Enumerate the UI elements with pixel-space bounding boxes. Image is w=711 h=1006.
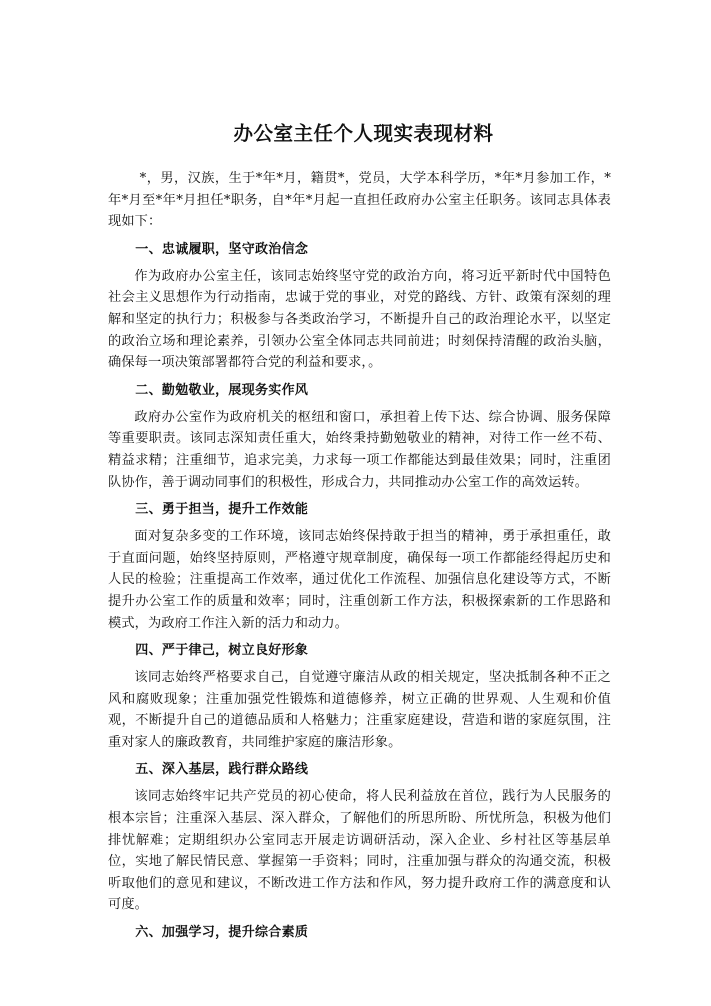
section-heading: 六、加强学习，提升综合素质: [135, 925, 309, 941]
section-paragraph: 政府办公室作为政府机关的枢纽和窗口，承担着上传下达、综合协调、服务保障等重要职责。该同志深知责任重大，始终秉持勤勉敬业的精神，对待工作一丝不苟、精益求精；注重细节，追求完美，力求每一项工作都能达到最佳效果；同时，注重团队协作，善于调动同事们的积极性，形成合力，共同推动办公室工作的高效运转。: [108, 409, 611, 490]
section-heading: 二、勤勉敬业，展现务实作风: [135, 382, 309, 398]
section-paragraph: 作为政府办公室主任，该同志始终坚守党的政治方向，将习近平新时代中国特色社会主义思想作为行动指南，忠诚于党的事业，对党的路线、方针、政策有深刻的理解和坚定的执行力；积极参与各类政治学习，不断提升自己的政治理论水平，以坚定的政治立场和理论素养，引领办公室全体同志共同前进；时刻保持清醒的政治头脑，确保每一项决策部署都符合党的利益和要求，。: [108, 268, 611, 371]
section-heading: 一、忠诚履职，坚守政治信念: [135, 241, 309, 257]
intro-paragraph: *，男，汉族，生于*年*月，籍贯*，党员，大学本科学历，*年*月参加工作，*年*月至*年*月担任*职务，自*年*月起一直担任政府办公室主任职务。该同志具体表现如下：: [108, 171, 611, 230]
section-heading: 五、深入基层，践行群众路线: [135, 762, 309, 778]
document-title: 办公室主任个人现实表现材料: [233, 122, 494, 145]
section-1: [108, 241, 611, 374]
section-2: [108, 382, 611, 493]
section-4: [108, 642, 611, 753]
section-paragraph: 面对复杂多变的工作环境，该同志始终保持敢于担当的精神，勇于承担重任，敢于直面问题，始终坚持原则，严格遵守规章制度，确保每一项工作都能经得起历史和人民的检验；注重提高工作效率，通过优化工作流程、加强信息化建设等方式，不断提升办公室工作的质量和效率；同时，注重创新工作方法，积极探索新的工作思路和模式，为政府工作注入新的活力和动力。: [108, 529, 611, 631]
intro-block: [108, 168, 611, 233]
section-paragraph: 该同志始终牢记共产党员的初心使命，将人民利益放在首位，践行为人民服务的根本宗旨；注重深入基层、深入群众，了解他们的所思所盼、所忧所急，积极为他们排忧解难；定期组织办公室同志开展走访调研活动，深入企业、乡村社区等基层单位，实地了解民情民意、掌握第一手资料；同时，注重加强与群众的沟通交流，积极听取他们的意见和建议，不断改进工作方法和作风，努力提升政府工作的满意度和认可度。: [108, 789, 611, 913]
section-heading: 四、严于律己，树立良好形象: [135, 643, 309, 659]
section-paragraph: 该同志始终严格要求自己，自觉遵守廉洁从政的相关规定，坚决抵制各种不正之风和腐败现象；注重加强党性锻炼和道德修养，树立正确的世界观、人生观和价值观，不断提升自己的道德品质和人格魅力；注重家庭建设，营造和谐的家庭氛围，注重对家人的廉政教育，共同维护家庭的廉洁形象。: [108, 670, 611, 750]
section-3: [108, 501, 611, 634]
section-heading: 三、勇于担当，提升工作效能: [135, 502, 309, 518]
section-5: [108, 761, 611, 916]
section-6: [108, 924, 611, 942]
